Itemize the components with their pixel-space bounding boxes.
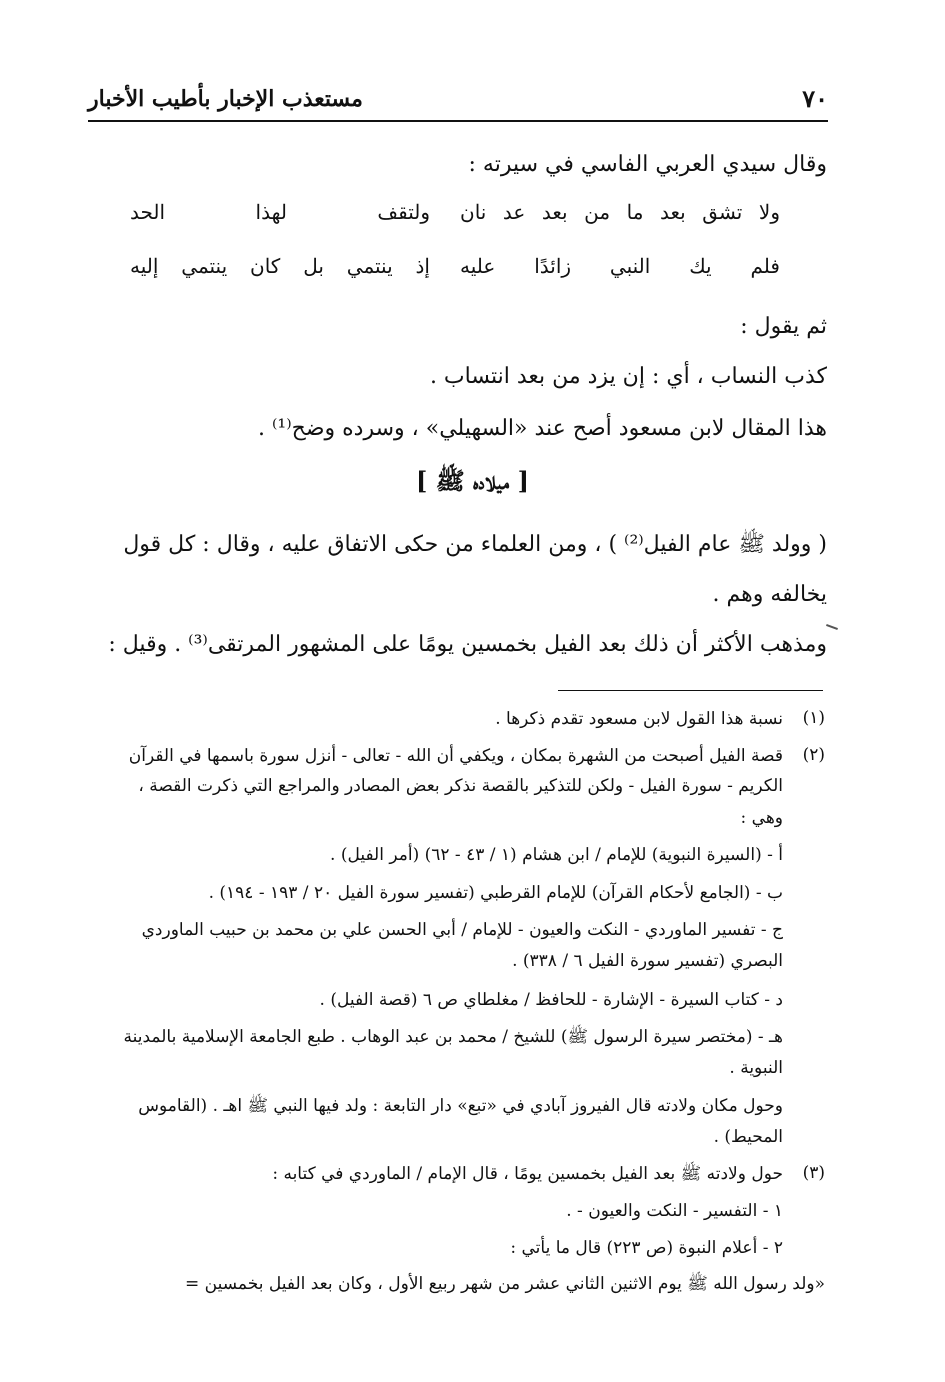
verse-first-hemistich: ولا تشق بعد ما من بعد عد نان (460, 200, 780, 224)
footnote-line: ١ - التفسير - النكت والعيون - . (566, 1201, 783, 1221)
verse-first-hemistich: فلم يك النبي زائدًا عليه (460, 254, 780, 278)
text-line: ثم يقول : (740, 314, 827, 339)
intro-line: وقال سيدي العربي الفاسي في سيرته : (468, 152, 827, 177)
verse-second-hemistich: إذ ينتمي بل كان ينتمي إليه (130, 254, 430, 278)
footnote-line: هـ - (مختصر سيرة الرسول ﷺ) للشيخ / محمد بن عبد الوهاب . طبع الجامعة الإسلامية بالمدينة (123, 1027, 783, 1047)
footnote-number: (٣) (802, 1163, 825, 1183)
body-line: يخالفه وهم . (712, 582, 827, 607)
footnote-number: (١) (802, 708, 825, 728)
footnote-line: وحول مكان ولادته قال الفيروز آبادي في «تبع» دار التابعة : ولد فيها النبي ﷺ اهـ . (القاموس (138, 1096, 783, 1116)
footnote-number: (٢) (802, 745, 825, 765)
footnote-separator (558, 690, 823, 691)
margin-mark (826, 624, 838, 630)
text-line: كذب النساب ، أي : إن يزد من بعد انتساب . (429, 364, 827, 389)
footnote-line: ج - تفسير الماوردي - النكت والعيون - للإمام / أبي الحسن علي بن محمد بن حبيب الماوردي (141, 920, 783, 940)
page-header (88, 84, 828, 122)
footnote-line: نسبة هذا القول لابن مسعود تقدم ذكرها . (495, 709, 783, 729)
footnote-line: د - كتاب السيرة - الإشارة - للحافظ / مغلطاي ص ٦ (قصة الفيل) . (319, 990, 783, 1010)
page-number: ٧٠ (802, 84, 828, 113)
footnote-line: أ - (السيرة النبوية) للإمام / ابن هشام (١ / ٤٣ - ٦٢) (أمر الفيل) . (330, 845, 783, 865)
body-line: ( وولد ﷺ عام الفيل⁽²⁾ ) ، ومن العلماء من حكى الاتفاق عليه ، وقال : كل قول (123, 532, 827, 557)
text-line: هذا المقال لابن مسعود أصح عند «السهيلي» ، وسرده وضح⁽¹⁾ . (258, 416, 827, 441)
verse-second-hemistich: ولتقف لهذا الحد (130, 200, 430, 224)
footnote-line: «ولد رسول الله ﷺ يوم الاثنين الثاني عشر من شهر ربيع الأول ، وكان بعد الفيل بخمسين = (185, 1274, 825, 1294)
running-title: مستعذب الإخبار بأطيب الأخبار (88, 86, 363, 112)
footnote-line: قصة الفيل أصبحت من الشهرة بمكان ، ويكفي أن الله - تعالى - أنزل سورة باسمها في القرآن (128, 746, 783, 766)
section-title: [ ميلاده ﷺ ] (416, 466, 529, 495)
footnote-line: الكريم - سورة الفيل - ولكن للتذكير بالقصة نذكر بعض المصادر والمراجع التي ذكرت القصة ، (138, 776, 783, 796)
body-line: ومذهب الأكثر أن ذلك بعد الفيل بخمسين يومًا على المشهور المرتقى⁽³⁾ . وقيل : (108, 632, 827, 657)
footnote-line: النبوية . (729, 1058, 783, 1078)
footnote-line: وهي : (740, 808, 783, 828)
footnote-line: المحيط) . (713, 1127, 783, 1147)
footnote-line: ب - (الجامع لأحكام القرآن) للإمام القرطبي (تفسير سورة الفيل ٢٠ / ١٩٣ - ١٩٤) . (208, 883, 783, 903)
footnote-line: حول ولادته ﷺ بعد الفيل بخمسين يومًا ، قال الإمام / الماوردي في كتابه : (272, 1164, 783, 1184)
verse-row (130, 254, 780, 286)
footnote-line: ٢ - أعلام النبوة (ص ٢٢٣) قال ما يأتي : (510, 1238, 783, 1258)
verse-row (130, 200, 780, 232)
footnote-line: البصري (تفسير سورة الفيل ٦ / ٣٣٨) . (512, 951, 783, 971)
